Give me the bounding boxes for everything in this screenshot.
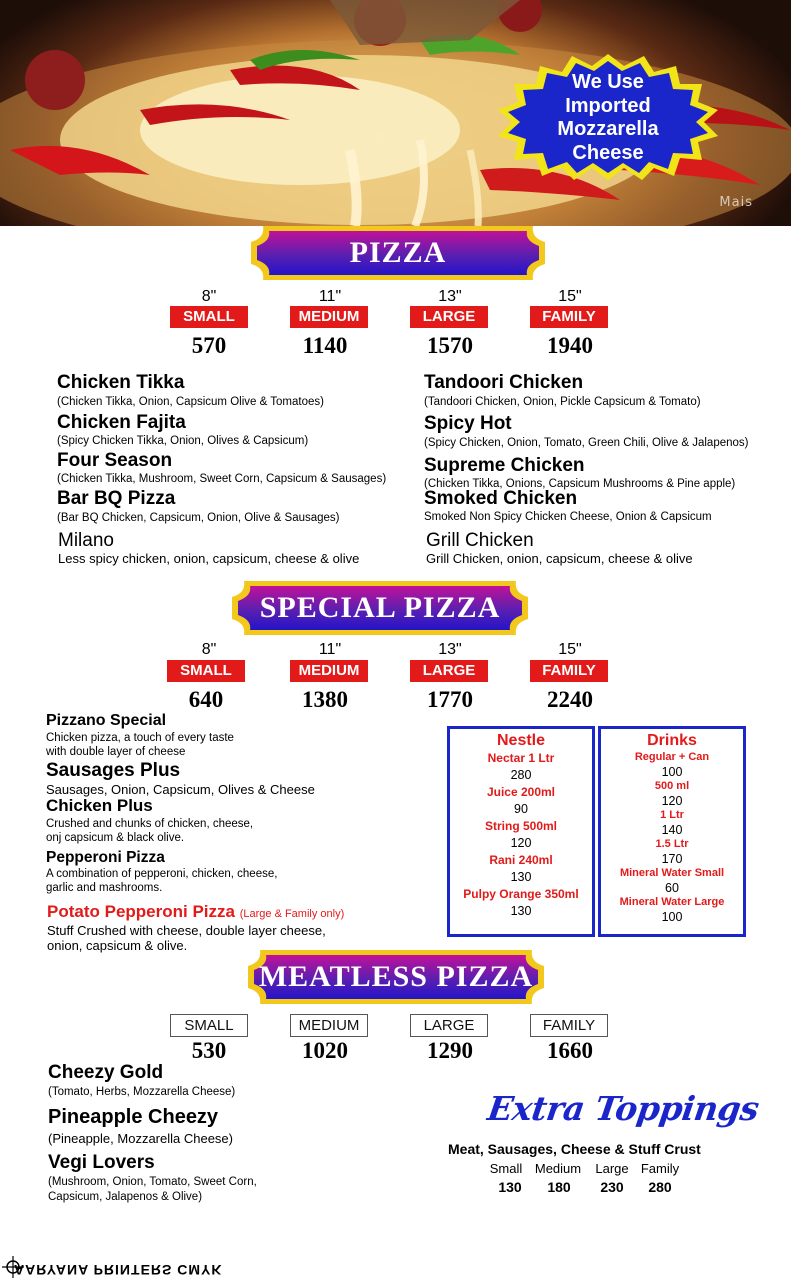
photo-watermark: Mais — [719, 195, 753, 210]
menu-item-desc: (Tandoori Chicken, Onion, Pickle Capsicum & Tomato) — [424, 396, 701, 408]
price-large: 1770 — [427, 687, 473, 712]
topping-size-header: Family — [640, 1161, 680, 1176]
menu-item-name: Milano — [58, 530, 114, 551]
menu-item-desc: Stuff Crushed with cheese, double layer cheese, — [47, 923, 326, 938]
drink-label: Pulpy Orange 350ml — [463, 887, 579, 901]
price-medium: 1140 — [302, 333, 348, 358]
drink-price: 140 — [661, 823, 683, 837]
printer-credit: AARYANA PRINTERS CMYK — [14, 1262, 223, 1278]
menu-item-name: Pepperoni Pizza — [46, 849, 165, 866]
nestle-title: Nestle — [496, 732, 546, 749]
menu-item-desc: with double layer of cheese — [46, 746, 186, 758]
menu-item-desc: (Bar BQ Chicken, Capsicum, Onion, Olive & Sausages) — [57, 512, 340, 524]
drink-price: 170 — [661, 852, 683, 866]
menu-item-desc: (Tomato, Herbs, Mozzarella Cheese) — [48, 1086, 236, 1098]
menu-item-desc: (Spicy Chicken Tikka, Onion, Olives & Capsicum) — [57, 435, 309, 447]
pizza-section-banner — [245, 222, 551, 284]
drink-label: Mineral Water Small — [619, 867, 725, 879]
menu-item-name: Chicken Tikka — [57, 372, 185, 393]
price-family: 1940 — [547, 333, 593, 358]
menu-item-name: Supreme Chicken — [424, 455, 585, 476]
menu-item-name: Vegi Lovers — [48, 1152, 155, 1173]
drink-label: 1 Ltr — [660, 809, 684, 821]
price-small: 530 — [191, 1038, 227, 1063]
drink-label: String 500ml — [484, 819, 558, 833]
topping-size-header: Small — [489, 1161, 523, 1176]
special-pizza-title: SPECIAL PIZZA — [259, 591, 501, 624]
menu-item-desc: (Spicy Chicken, Onion, Tomato, Green Chili, Olive & Jalapenos) — [424, 437, 749, 449]
price-large: 1570 — [427, 333, 473, 358]
special-pizza-section-banner — [226, 577, 534, 639]
menu-item-name: Grill Chicken — [426, 530, 534, 551]
badge-line: We Use — [572, 71, 644, 93]
nestle-list — [450, 731, 592, 920]
size-family-tag: FAMILY — [530, 660, 608, 682]
inch-label: 13" — [438, 288, 462, 305]
drink-label: Nectar 1 Ltr — [487, 751, 555, 765]
imported-mozzarella-badge — [530, 71, 686, 165]
drink-price: 280 — [510, 768, 532, 782]
menu-item-desc: Crushed and chunks of chicken, cheese, — [46, 818, 254, 830]
price-family: 2240 — [547, 687, 593, 712]
price-large: 1290 — [427, 1038, 473, 1063]
inch-label: 15" — [558, 641, 582, 658]
menu-item-desc: Smoked Non Spicy Chicken Cheese, Onion & Capsicum — [424, 511, 712, 523]
topping-price: 130 — [498, 1179, 522, 1195]
badge-line: Cheese — [572, 141, 644, 164]
menu-item-name: Smoked Chicken — [424, 488, 578, 509]
inch-label: 8" — [201, 641, 217, 658]
price-medium: 1020 — [302, 1038, 348, 1063]
size-large-tag: LARGE — [410, 306, 488, 328]
inch-label: 8" — [201, 288, 217, 305]
drink-price: 130 — [510, 870, 532, 884]
topping-price: 180 — [547, 1179, 571, 1195]
menu-item-desc: (Chicken Tikka, Onions, Capsicum Mushrooms & Pine apple) — [424, 478, 736, 490]
extra-toppings-desc: Meat, Sausages, Cheese & Stuff Crust — [448, 1141, 701, 1157]
topping-price: 280 — [648, 1179, 672, 1195]
price-small: 570 — [191, 333, 227, 358]
size-small-tag: SMALL — [170, 1014, 248, 1037]
menu-item-name: Chicken Plus — [46, 796, 153, 815]
inch-label: 15" — [558, 288, 582, 305]
badge-line: Imported — [565, 94, 651, 117]
drink-label: Mineral Water Large — [619, 896, 725, 908]
drink-price: 120 — [510, 836, 532, 850]
drink-price: 120 — [661, 794, 683, 808]
menu-item-desc: onj capsicum & black olive. — [46, 832, 185, 844]
topping-size-header: Medium — [534, 1161, 582, 1176]
menu-item-desc: (Mushroom, Onion, Tomato, Sweet Corn, — [48, 1176, 257, 1188]
size-medium-tag: MEDIUM — [290, 660, 368, 682]
menu-item-desc: garlic and mashrooms. — [46, 882, 163, 894]
size-small-tag: SMALL — [170, 306, 248, 328]
drink-label: Juice 200ml — [486, 785, 556, 799]
menu-item-desc: Chicken pizza, a touch of every taste — [46, 732, 234, 744]
drink-price: 60 — [665, 881, 679, 895]
drink-label: 500 ml — [654, 780, 690, 792]
size-large-tag: LARGE — [410, 1014, 488, 1037]
price-small: 640 — [188, 687, 224, 712]
size-medium-tag: MEDIUM — [290, 306, 368, 328]
price-family: 1660 — [547, 1038, 593, 1063]
menu-item-name: Cheezy Gold — [48, 1062, 164, 1083]
menu-item-desc: onion, capsicum & olive. — [47, 938, 188, 953]
topping-price: 230 — [600, 1179, 624, 1195]
menu-item-desc: Sausages, Onion, Capsicum, Olives & Cheese — [46, 782, 315, 797]
size-small-tag: SMALL — [167, 660, 245, 682]
menu-item-name — [47, 902, 344, 922]
size-family-tag: FAMILY — [530, 306, 608, 328]
inch-label: 11" — [318, 288, 342, 305]
price-medium: 1380 — [302, 687, 348, 712]
size-family-tag: FAMILY — [530, 1014, 608, 1037]
size-restriction-note: (Large & Family only) — [239, 908, 345, 920]
size-medium-tag: MEDIUM — [290, 1014, 368, 1037]
menu-item-name: Pizzano Special — [46, 712, 167, 729]
drink-label: Rani 240ml — [489, 853, 553, 867]
pizza-title: PIZZA — [349, 236, 447, 269]
menu-item-name: Pineapple Cheezy — [48, 1106, 219, 1128]
menu-item-name: Chicken Fajita — [57, 412, 186, 433]
menu-item-desc: (Chicken Tikka, Mushroom, Sweet Corn, Capsicum & Sausages) — [57, 473, 387, 485]
menu-item-name: Sausages Plus — [46, 760, 181, 781]
meatless-pizza-section-banner — [242, 946, 550, 1008]
menu-item-desc: Less spicy chicken, onion, capsicum, cheese & olive — [58, 551, 360, 566]
topping-size-header: Large — [595, 1161, 629, 1176]
drinks-list — [601, 731, 743, 924]
inch-label: 11" — [318, 641, 342, 658]
menu-item-desc: A combination of pepperoni, chicken, cheese, — [46, 868, 278, 880]
meatless-pizza-title: MEATLESS PIZZA — [258, 960, 534, 993]
drinks-title: Drinks — [647, 732, 697, 749]
menu-item-desc: Grill Chicken, onion, capsicum, cheese & olive — [426, 551, 693, 566]
menu-item-name: Four Season — [57, 450, 173, 471]
menu-item-desc: Capsicum, Jalapenos & Olive) — [48, 1191, 203, 1203]
drink-label: Regular + Can — [634, 751, 710, 763]
extra-toppings-title: Extra Toppings — [485, 1089, 762, 1128]
drink-label: 1.5 Ltr — [655, 838, 689, 850]
menu-item-desc: (Pineapple, Mozzarella Cheese) — [48, 1131, 233, 1146]
drink-price: 130 — [510, 904, 532, 918]
drink-price: 90 — [514, 802, 528, 816]
drink-price: 100 — [661, 910, 683, 924]
menu-item-name: Bar BQ Pizza — [57, 488, 176, 509]
size-large-tag: LARGE — [410, 660, 488, 682]
inch-label: 13" — [438, 641, 462, 658]
menu-item-name: Spicy Hot — [424, 413, 512, 434]
badge-line: Mozzarella — [557, 118, 659, 140]
menu-item-name: Tandoori Chicken — [424, 372, 584, 393]
drink-price: 100 — [661, 765, 683, 779]
menu-item-name-text: Potato Pepperoni Pizza — [47, 902, 235, 921]
menu-item-desc: (Chicken Tikka, Onion, Capsicum Olive & Tomatoes) — [57, 396, 324, 408]
